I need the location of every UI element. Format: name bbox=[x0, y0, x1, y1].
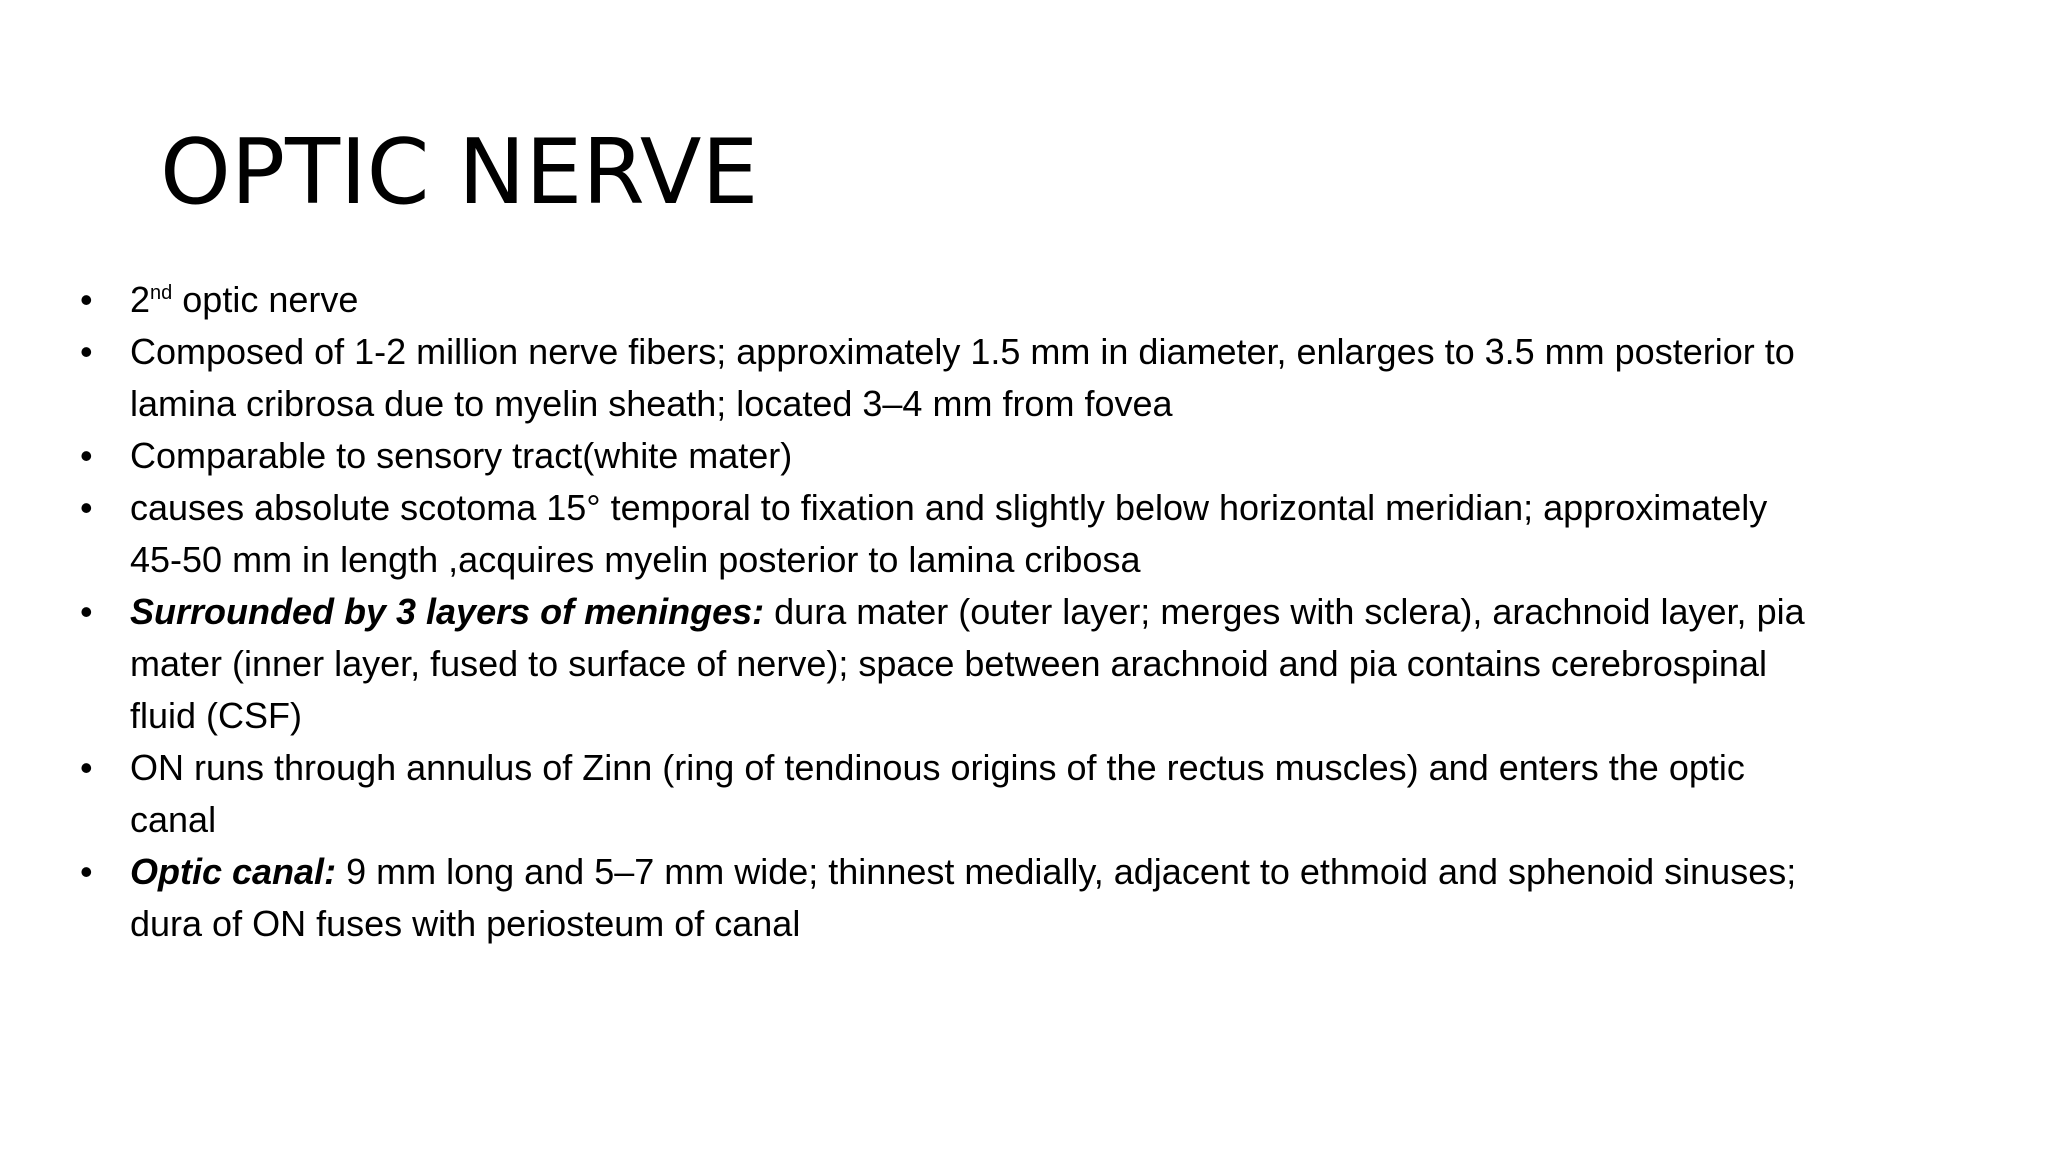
bullet-item-2 bbox=[80, 326, 1810, 430]
bullet-icon: • bbox=[80, 591, 93, 632]
bullet-icon: • bbox=[80, 331, 93, 372]
bullet-item-3 bbox=[80, 430, 1810, 482]
slide-title: OPTIC NERVE bbox=[160, 120, 759, 225]
bullet-item-4 bbox=[80, 482, 1810, 586]
bullet-text: optic nerve bbox=[172, 279, 359, 320]
bullet-list bbox=[80, 274, 1810, 950]
bullet-item-5 bbox=[80, 586, 1810, 742]
bullet-lead-text: Optic canal: bbox=[130, 851, 337, 892]
bullet-icon: • bbox=[80, 435, 93, 476]
bullet-item-6 bbox=[80, 742, 1810, 846]
bullet-icon: • bbox=[80, 851, 93, 892]
bullet-text: dura mater (outer layer; merges with sclera), arachnoid layer, pia mater (inner layer, fused to surface of nerve); space between arachnoid and pia contains cerebrospinal fluid (CSF) bbox=[130, 591, 1805, 736]
bullet-text: causes absolute scotoma 15° temporal to fixation and slightly below horizontal meridian; approximately 45-50 mm in length ,acquires myelin posterior to lamina cribosa bbox=[130, 487, 1768, 580]
bullet-icon: • bbox=[80, 747, 93, 788]
bullet-text: 9 mm long and 5–7 mm wide; thinnest medially, adjacent to ethmoid and sphenoid sinuses; dura of ON fuses with periosteum of canal bbox=[130, 851, 1797, 944]
bullet-icon: • bbox=[80, 279, 93, 320]
bullet-item-7 bbox=[80, 846, 1810, 950]
bullet-superscript: nd bbox=[150, 282, 173, 304]
bullet-icon: • bbox=[80, 487, 93, 528]
bullet-lead-text: Surrounded by 3 layers of meninges: bbox=[130, 591, 765, 632]
bullet-text: Composed of 1-2 million nerve fibers; approximately 1.5 mm in diameter, enlarges to 3.5 mm posterior to lamina cribrosa due to myelin sheath; located 3–4 mm from fovea bbox=[130, 331, 1795, 424]
bullet-text: ON runs through annulus of Zinn (ring of tendinous origins of the rectus muscles) and enters the optic canal bbox=[130, 747, 1745, 840]
bullet-text: Comparable to sensory tract(white mater) bbox=[130, 435, 793, 476]
bullet-text-prefix: 2 bbox=[130, 279, 151, 320]
bullet-item-1 bbox=[80, 274, 1810, 326]
